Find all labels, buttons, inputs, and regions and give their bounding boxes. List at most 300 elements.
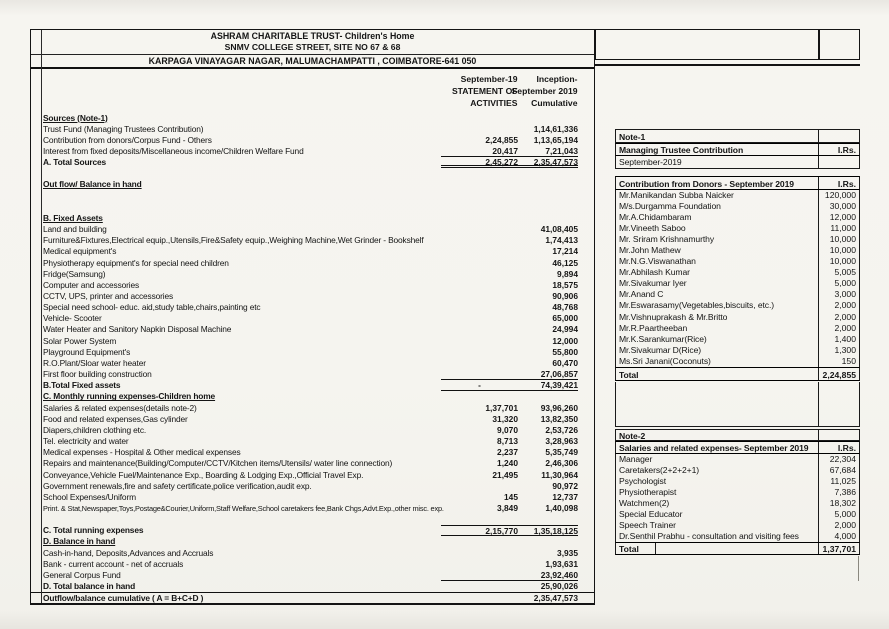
row-label: Medical equipment's [43,246,117,257]
salary-row [615,498,860,509]
edge-artifact-line [858,556,859,581]
row-gutter [31,570,41,581]
empty-box [615,382,860,427]
row-value-cumulative [518,191,578,202]
donor-row [615,289,860,300]
row-value-september [441,369,518,380]
row-pad [578,403,594,414]
row-value-september [441,291,518,302]
donor-row-amount: 11,000 [818,223,859,234]
row-value-cumulative: 3,935 [557,547,578,558]
statement-row [31,391,594,402]
row-gutter [31,358,41,369]
row-value-cumulative [518,202,578,213]
row-value-september [441,213,518,224]
row-value-cumulative: 23,92,460 [518,570,578,581]
row-gutter [31,146,41,157]
row-gutter [31,514,41,525]
row-gutter [31,280,41,291]
row-value-september [441,559,518,570]
row-value-september: 1,37,701 [485,402,518,413]
row-value-september [441,581,518,592]
statement-row [31,168,594,179]
note1-unit: I.Rs. [818,144,859,155]
row-value-cumulative [518,113,578,124]
donor-row [615,190,860,201]
note2-total-filler [656,543,818,554]
row-value-cumulative: 5,35,749 [545,447,578,458]
donor-row-amount: 120,000 [818,190,859,201]
donor-row-name: Mr.R.Paartheeban [619,322,688,333]
row-label: Salaries & related expenses(details note-2) [43,402,197,413]
row-value-september [441,269,518,280]
statement-row [31,291,594,302]
row-pad [578,358,594,369]
row-value-cumulative: 46,125 [552,257,578,268]
donor-row [615,312,860,323]
row-label: Physiotherapy equipment's for special need children [43,257,229,268]
donors-total-label: Total [619,369,639,380]
row-pad [578,593,594,604]
note2-label-row [615,429,860,441]
row-pad [578,113,594,124]
row-pad [578,458,594,469]
title-block [31,30,594,69]
row-label: Medical expenses - Hospital & Other medical expenses [43,447,241,458]
row-gutter [31,525,41,536]
note1-month: September-2019 [619,157,682,167]
row-value-cumulative: 7,21,043 [518,146,578,157]
donor-row-amount: 2,000 [818,323,859,334]
salary-row [615,454,860,465]
statement-row [31,481,594,492]
row-value-cumulative: 12,737 [552,491,578,502]
note2-label: Note-2 [619,431,646,441]
row-value-september: 145 [504,491,518,502]
row-pad [578,336,594,347]
row-value-cumulative: 65,000 [552,313,578,324]
row-pad [578,157,594,168]
donor-row-amount: 2,000 [818,312,859,323]
statement-row [31,269,594,280]
row-value-september: 9,070 [497,424,518,435]
row-label: General Corpus Fund [43,569,121,580]
row-value-september [441,235,518,246]
row-value-cumulative: 74,39,421 [518,380,578,391]
salary-row [615,465,860,476]
row-value-september: 2,237 [497,447,518,458]
donor-row [615,334,860,345]
donors-header: Contribution from Donors - September 2019 [619,179,794,189]
row-gutter [31,168,41,179]
row-label: Government renewals,fire and safety certificate,police verification,audit exp. [43,480,312,491]
top-right-box [595,29,860,60]
row-label [41,514,441,525]
row-label: Special need school- educ. aid,study table,chairs,painting etc [43,302,261,313]
donor-row-name: Mr.Sivakumar Iyer [619,278,687,289]
row-gutter [31,302,41,313]
row-label: C. Total running expenses [43,525,144,536]
row-value-cumulative: 2,46,306 [545,458,578,469]
row-gutter [31,224,41,235]
donor-row [615,212,860,223]
donor-row-amount: 5,005 [818,267,859,278]
top-right-box-divider [818,30,820,59]
note2-unit: I.Rs. [818,442,859,453]
statement-row [31,213,594,224]
column-header-line: ACTIVITIES [470,98,518,109]
row-gutter [31,269,41,280]
row-value-cumulative [518,179,578,190]
row-pad [578,313,594,324]
row-gutter [31,135,41,146]
statement-row [31,202,594,213]
row-value-cumulative: 41,08,405 [540,224,578,235]
statement-row [31,146,594,157]
row-value-september [441,481,518,492]
statement-row [31,458,594,469]
row-value-september: 3,849 [497,502,518,513]
statement-row [31,124,594,135]
row-gutter [31,458,41,469]
row-value-september [441,358,518,369]
statement-row [31,313,594,324]
note1-label: Note-1 [619,132,646,142]
statement-row [31,559,594,570]
row-gutter [31,425,41,436]
donor-row [615,356,860,367]
salary-row-name: Manager [619,454,653,464]
row-value-september [441,336,518,347]
row-value-september [441,536,518,547]
donor-row-name: Mr.N.G.Viswanathan [619,256,696,267]
row-value-cumulative: 93,96,260 [540,402,578,413]
row-pad [578,146,594,157]
row-value-cumulative: 2,53,726 [545,424,578,435]
row-value-september [441,202,518,213]
column-header-line: STATEMENT OF [451,85,518,96]
statement-row [31,414,594,425]
salary-row-name: Psychologist [619,476,667,487]
note1-header: Managing Trustee Contribution [619,145,744,155]
row-value-cumulative: 18,575 [552,279,578,290]
row-value-cumulative: 1,35,18,125 [518,525,578,536]
row-pad [578,503,594,514]
row-gutter [31,447,41,458]
row-gutter [31,124,41,135]
row-label: Cash-in-hand, Deposits,Advances and Accruals [43,547,214,558]
donors-table [615,176,860,381]
row-gutter [31,436,41,447]
row-pad [578,269,594,280]
note1-month-value-cell [818,156,859,168]
row-pad [578,246,594,257]
row-pad [578,280,594,291]
statement-row [31,258,594,269]
salary-row [615,531,860,542]
row-pad [578,380,594,391]
salary-row-name: Caretakers(2+2+2+1) [619,465,700,476]
statement-rows [31,113,594,605]
statement-row [31,302,594,313]
row-label: Tel. electricity and water [43,436,129,447]
salary-row [615,509,860,520]
salary-row [615,487,860,498]
row-gutter [31,380,41,391]
row-gutter [31,548,41,559]
row-label: Outflow/balance cumulative ( A = B+C+D ) [43,593,204,604]
row-value-september: - [441,380,518,391]
row-gutter [31,391,41,402]
row-pad [578,391,594,402]
row-pad [578,470,594,481]
row-gutter [31,492,41,503]
donor-row-amount: 2,000 [818,300,859,311]
row-pad [578,570,594,581]
row-value-september [441,246,518,257]
row-gutter [31,536,41,547]
salary-row-name: Watchmen(2) [619,498,670,509]
row-label: Solar Power System [43,335,117,346]
statement-row [31,224,594,235]
row-value-cumulative: 1,74,413 [545,235,578,246]
row-pad [578,179,594,190]
row-value-cumulative: 17,214 [552,246,578,257]
row-value-cumulative: 11,30,964 [541,469,578,480]
row-value-september: 2,24,855 [485,134,518,145]
statement-row [31,570,594,581]
row-value-september [441,313,518,324]
note1-label-row [615,129,860,143]
row-pad [578,536,594,547]
row-value-cumulative: 3,28,963 [545,436,578,447]
note1-month-row [615,156,860,169]
donor-row [615,267,860,278]
donor-row [615,345,860,356]
donor-row [615,234,860,245]
row-label: D. Total balance in hand [43,581,136,592]
salary-row [615,520,860,531]
row-label: Furniture&Fixtures,Electrical equip.,Utensils,Fire&Safety equip.,Weighing Machine,Wet Grinder - Bookshelf [43,235,424,246]
row-pad [578,324,594,335]
row-label: D. Balance in hand [43,536,116,547]
row-value-september: 2,15,770 [441,525,518,536]
donor-row-name: Mr.Manikandan Subba Naicker [619,190,734,200]
row-gutter [31,559,41,570]
column-header-line: Cumulative [531,98,578,109]
row-value-cumulative [518,536,578,547]
row-value-september [441,113,518,124]
statement-row [31,347,594,358]
donor-row-amount: 12,000 [818,212,859,223]
statement-row [31,369,594,380]
salary-row-name: Dr.Senthil Prabhu - consultation and visiting fees [619,531,799,542]
row-value-cumulative: 2,35,47,573 [518,157,578,168]
row-gutter [31,336,41,347]
row-value-september [441,391,518,402]
statement-row [31,324,594,335]
row-value-cumulative: 1,40,098 [545,502,578,513]
row-pad [578,559,594,570]
row-gutter [31,157,41,168]
row-value-september [441,570,518,581]
salary-row-amount: 67,684 [818,465,859,476]
row-value-cumulative: 9,894 [557,268,578,279]
row-value-september: 20,417 [441,146,518,157]
row-value-september [441,324,518,335]
row-label: Diapers,children clothing etc. [43,424,147,435]
row-value-cumulative: 48,768 [552,302,578,313]
row-value-cumulative: 2,35,47,573 [533,593,578,604]
row-gutter [31,313,41,324]
statement-row [31,548,594,559]
donor-row-amount: 1,400 [818,334,859,345]
row-label: B.Total Fixed assets [43,380,121,391]
row-pad [578,191,594,202]
column-header-cumulative [483,73,578,110]
donor-row-name: Mr.A.Chidambaram [619,212,692,223]
row-value-cumulative: 25,90,026 [540,581,578,592]
row-gutter [31,347,41,358]
row-pad [578,414,594,425]
row-gutter [31,191,41,202]
row-label: R.O.Plant/Sloar water heater [43,357,146,368]
row-value-september [441,258,518,269]
row-label: Repairs and maintenance(Building/Computer/CCTV/Kitchen items/Utensils/ water line connection) [43,458,393,469]
row-gutter [31,481,41,492]
note2-total-value: 1,37,701 [818,543,859,554]
note1-header-row [615,143,860,156]
row-pad [578,481,594,492]
statement-row [31,179,594,190]
row-value-september [441,191,518,202]
statement-row [31,280,594,291]
row-pad [578,135,594,146]
row-value-september [441,179,518,190]
row-pad [578,168,594,179]
donors-total-row [615,367,860,381]
column-header-line: September-19 [460,73,518,84]
row-gutter [31,213,41,224]
statement-row [31,525,594,536]
row-label [41,168,441,179]
statement-row [31,581,594,593]
statement-row [31,503,594,514]
row-label: C. Monthly running expenses-Children home [43,391,216,402]
row-label: Water Heater and Sanitory Napkin Disposal Machine [43,324,232,335]
donor-row-name: Mr.Abhilash Kumar [619,267,690,278]
statement-row [31,593,594,604]
row-value-cumulative: 1,13,65,194 [533,134,578,145]
salary-row-name: Physiotherapist [619,487,677,498]
note2-header: Salaries and related expenses- September 2019 [619,443,809,453]
donor-row-name: M/s.Durgamma Foundation [619,201,721,212]
statement-row [31,113,594,124]
row-gutter [31,470,41,481]
row-pad [578,347,594,358]
donors-unit: I.Rs. [818,177,859,189]
row-label: First floor building construction [43,369,152,380]
empty-box-cell [616,382,818,426]
column-header-line: September 2019 [511,85,578,96]
row-value-cumulative: 1,14,61,336 [533,123,578,134]
row-value-cumulative [518,213,578,224]
donors-body [615,190,860,367]
row-label: Food and related expenses,Gas cylinder [43,413,188,424]
row-label: Vehicle- Scooter [43,313,102,324]
donor-row [615,256,860,267]
row-value-september: 31,320 [492,413,518,424]
salary-row-amount: 11,025 [818,476,859,487]
row-pad [578,548,594,559]
statement-row [31,447,594,458]
donor-row-amount: 10,000 [818,256,859,267]
row-label: Print. & Stat,Newspaper,Toys,Postage&Courier,Uniform,Staff Welfare,School caretakers fee,Bank Chgs,Advt.Exp.,other misc. exp. [43,503,444,513]
row-pad [578,302,594,313]
salary-row-amount: 18,302 [818,498,859,509]
donor-row-amount: 10,000 [818,245,859,256]
row-value-cumulative: 90,972 [552,480,578,491]
row-gutter [31,581,41,592]
org-name: ASHRAM CHARITABLE TRUST- Children's Home [210,31,415,41]
statement-row [31,358,594,369]
donor-row-name: Mr.Eswarasamy(Vegetables,biscuits, etc.) [619,300,775,311]
statement-row [31,425,594,436]
donors-total-value: 2,24,855 [818,368,859,380]
row-value-september [441,347,518,358]
row-pad [578,525,594,536]
row-label: Bank - current account - net of accruals [43,558,184,569]
row-label: Fridge(Samsung) [43,268,106,279]
row-label: Land and building [43,224,107,235]
donor-row [615,278,860,289]
note2-header-row [615,441,860,454]
statement-row [31,235,594,246]
row-pad [578,425,594,436]
salary-row-amount: 2,000 [818,520,859,531]
row-pad [578,514,594,525]
donor-row-name: Mr.K.Sarankumar(Rice) [619,333,707,344]
row-gutter [31,202,41,213]
row-value-september [441,302,518,313]
donors-header-row [615,176,860,190]
note2-total-label: Total [616,543,656,554]
row-value-september [441,514,518,525]
row-gutter [31,235,41,246]
donor-row [615,201,860,212]
note2-total-row [615,542,860,555]
row-label: Playground Equipment's [43,346,131,357]
statement-row [31,436,594,447]
row-label: B. Fixed Assets [43,212,103,223]
row-value-september: 21,495 [492,469,518,480]
row-value-cumulative: 60,470 [552,357,578,368]
note2-body [615,454,860,542]
row-value-september: 1,240 [497,458,518,469]
gutter-line [41,30,42,603]
statement-row [31,514,594,525]
statement-row [31,380,594,391]
donor-row-amount: 10,000 [818,234,859,245]
row-value-september [441,280,518,291]
statement-row [31,492,594,503]
row-label: A. Total Sources [43,157,107,168]
row-value-september [441,593,518,604]
donor-row [615,223,860,234]
salary-row-amount: 5,000 [818,509,859,520]
statement-row [31,157,594,168]
statement-row [31,336,594,347]
